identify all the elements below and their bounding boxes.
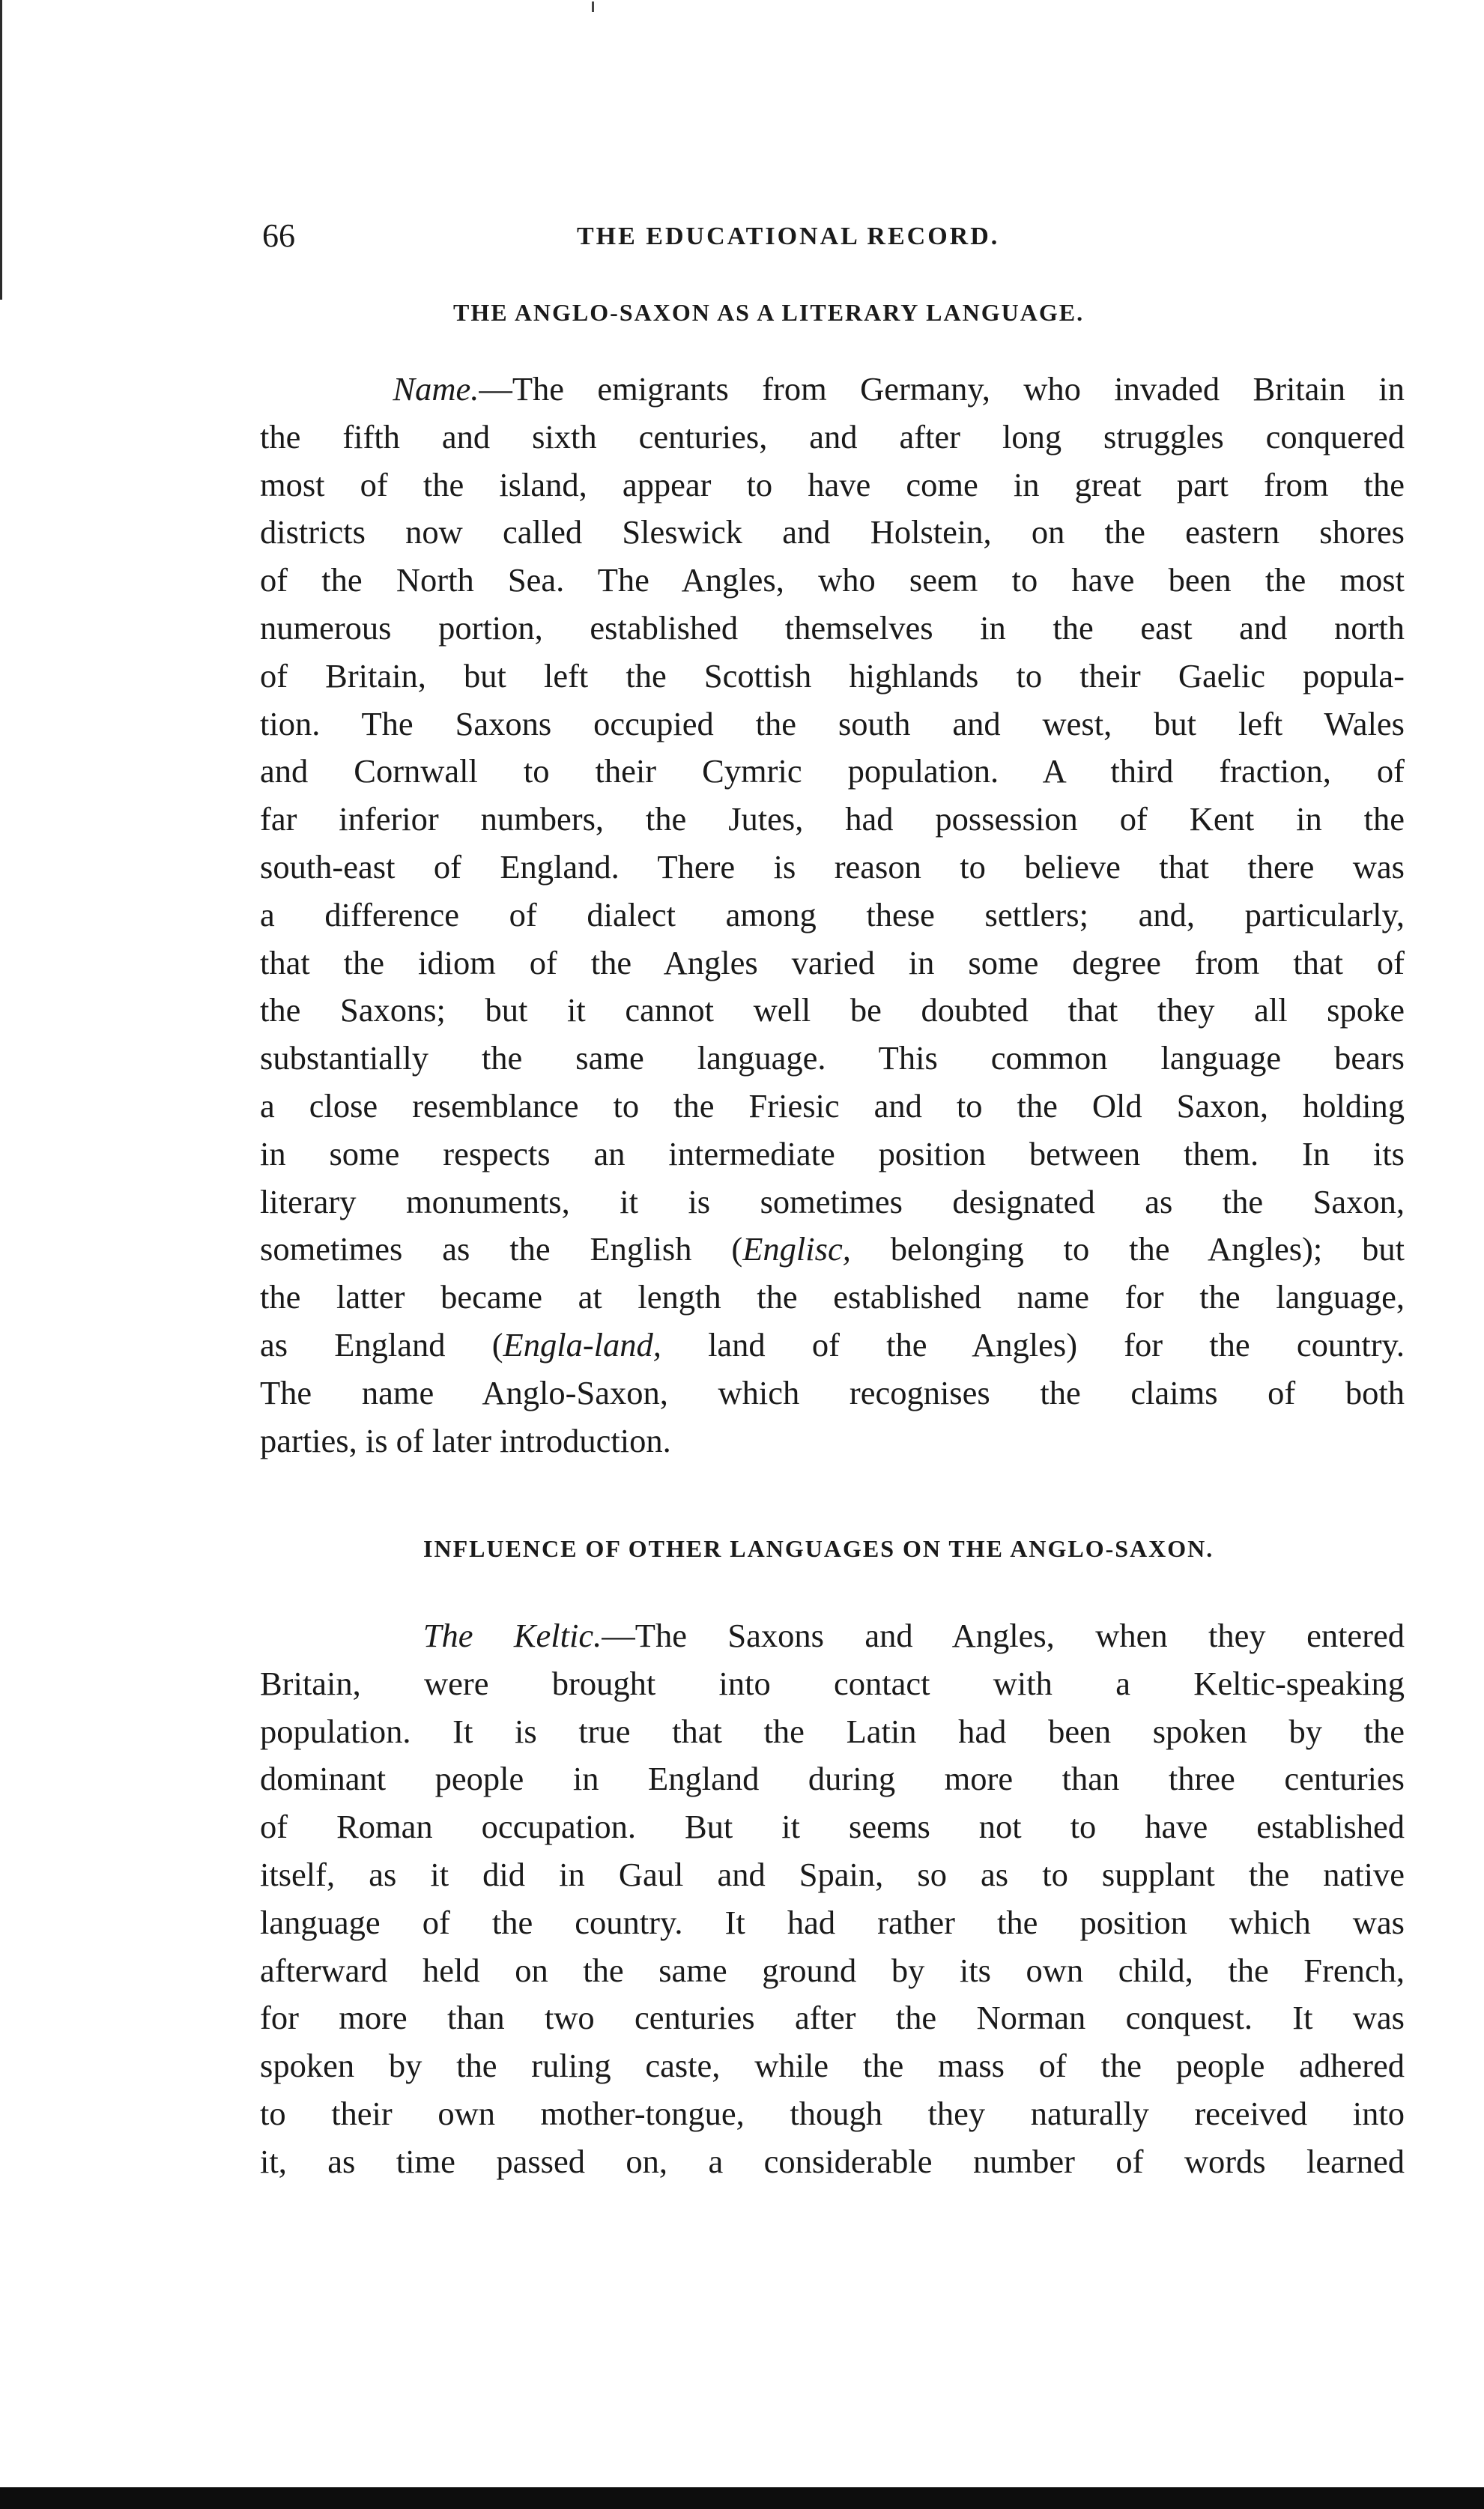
text-line: the latter became at length the established name for the language,: [260, 1278, 1405, 1316]
page-edge-rule: [0, 0, 2, 300]
text-line: most of the island, appear to have come in great part from the: [260, 465, 1405, 503]
scan-border-bottom: [0, 2487, 1484, 2509]
text-line: numerous portion, established themselves in the east and north: [260, 608, 1405, 647]
text-line: to their own mother-tongue, though they naturally received into: [260, 2094, 1405, 2132]
text-line: Name.—The emigrants from Germany, who invaded Britain in: [393, 370, 1405, 408]
section-heading-influence: INFLUENCE OF OTHER LANGUAGES ON THE ANGLO-SAXON.: [423, 1535, 1214, 1562]
text-line: language of the country. It had rather the position which was: [260, 1903, 1405, 1941]
text-line: for more than two centuries after the Norman conquest. It was: [260, 1999, 1405, 2037]
text-line: afterward held on the same ground by its own child, the French,: [260, 1951, 1405, 1989]
text-line: districts now called Sleswick and Holstein, on the eastern shores: [260, 513, 1405, 551]
lead-term: The Keltic.: [423, 1617, 602, 1654]
text-line: substantially the same language. This common language bears: [260, 1039, 1405, 1077]
page-number: 66: [262, 217, 295, 254]
text-line: The Keltic.—The Saxons and Angles, when they entered: [423, 1617, 1405, 1654]
text-line: of the North Sea. The Angles, who seem to have been the most: [260, 561, 1405, 599]
text-line: of Britain, but left the Scottish highlands to their Gaelic popula-: [260, 656, 1405, 694]
text-line: far inferior numbers, the Jutes, had possession of Kent in the: [260, 800, 1405, 838]
running-head: [262, 214, 1086, 258]
paragraph-name: [260, 366, 1405, 1465]
print-mark: [592, 1, 594, 12]
text-line: the Saxons; but it cannot well be doubted that they all spoke: [260, 991, 1405, 1029]
text-line: that the idiom of the Angles varied in some degree from that of: [260, 943, 1405, 981]
text-line: itself, as it did in Gaul and Spain, so as to supplant the native: [260, 1855, 1405, 1893]
text-line: in some respects an intermediate position between them. In its: [260, 1134, 1405, 1172]
lead-term: Name.: [393, 370, 479, 408]
text-line: spoken by the ruling caste, while the mass of the people adhered: [260, 2047, 1405, 2085]
text-line: it, as time passed on, a considerable number of words learned: [260, 2142, 1405, 2180]
text-line: Britain, were brought into contact with a Keltic-speaking: [260, 1664, 1405, 1702]
text-line: and Cornwall to their Cymric population. A third fraction, of: [260, 752, 1405, 790]
text-line: tion. The Saxons occupied the south and west, but left Wales: [260, 704, 1405, 742]
paragraph-keltic: [260, 1612, 1405, 2186]
journal-title: THE EDUCATIONAL RECORD.: [577, 223, 1000, 250]
text-line: sometimes as the English (Englisc, belonging to the Angles); but: [260, 1230, 1405, 1268]
text-line: the fifth and sixth centuries, and after long struggles conquered: [260, 417, 1405, 456]
text-line: The name Anglo-Saxon, which recognises the claims of both: [260, 1373, 1405, 1411]
text-line: population. It is true that the Latin had been spoken by the: [260, 1712, 1405, 1750]
text-line: a difference of dialect among these settlers; and, particularly,: [260, 895, 1405, 933]
text-line: of Roman occupation. But it seems not to have established: [260, 1808, 1405, 1846]
text-line: parties, is of later introduction.: [260, 1421, 671, 1459]
text-line: south-east of England. There is reason to believe that there was: [260, 847, 1405, 886]
text-line: as England (Engla-land, land of the Angles) for the country.: [260, 1325, 1405, 1364]
text-line: a close resemblance to the Friesic and to the Old Saxon, holding: [260, 1086, 1405, 1125]
section-heading-anglo-saxon: THE ANGLO-SAXON AS A LITERARY LANGUAGE.: [453, 299, 1085, 326]
text-line: dominant people in England during more than three centuries: [260, 1760, 1405, 1798]
text-line: literary monuments, it is sometimes designated as the Saxon,: [260, 1182, 1405, 1220]
